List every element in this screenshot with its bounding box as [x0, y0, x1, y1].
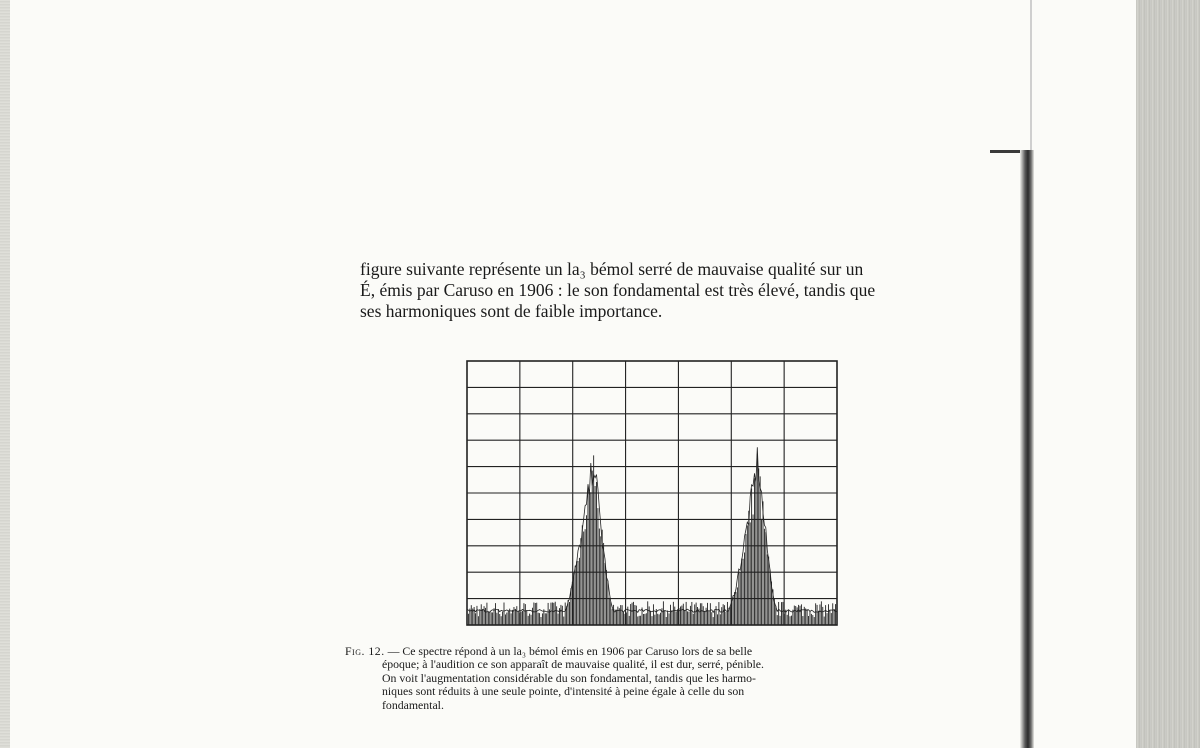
- body-line-1: figure suivante représente un la₃ bémol serré de mauvaise qualité sur un: [360, 259, 864, 279]
- caption-line-3: On voit l'augmentation considérable du son fondamental, tandis que les harmo-: [382, 670, 756, 685]
- body-line-2: É, émis par Caruso en 1906 : le son fondamental est très élevé, tandis que: [360, 280, 876, 300]
- spectrum-figure: [463, 357, 843, 629]
- caption-line-1: — Ce spectre répond à un la₃ bémol émis en 1906 par Caruso lors de sa belle: [387, 644, 753, 658]
- body-paragraph: [360, 259, 978, 322]
- binding-shadow: [1020, 150, 1034, 748]
- figure-caption: [345, 645, 973, 712]
- scan-left-edge: [0, 0, 10, 748]
- caption-prefix: Fig. 12.: [345, 644, 385, 658]
- caption-line-5: fondamental.: [382, 697, 444, 712]
- caption-line-4: niques sont réduits à une seule pointe, d'intensité à peine égale à celle du son: [382, 684, 745, 699]
- caption-line-2: époque; à l'audition ce son apparaît de mauvaise qualité, il est dur, serré, pénible.: [382, 657, 764, 672]
- binding-faint-line: [1030, 0, 1032, 150]
- spectrum-outline: [467, 447, 837, 612]
- spectrum-chart: [463, 357, 843, 629]
- scan-right-edge: [1136, 0, 1200, 748]
- body-line-3: ses harmoniques sont de faible importance.: [360, 301, 663, 321]
